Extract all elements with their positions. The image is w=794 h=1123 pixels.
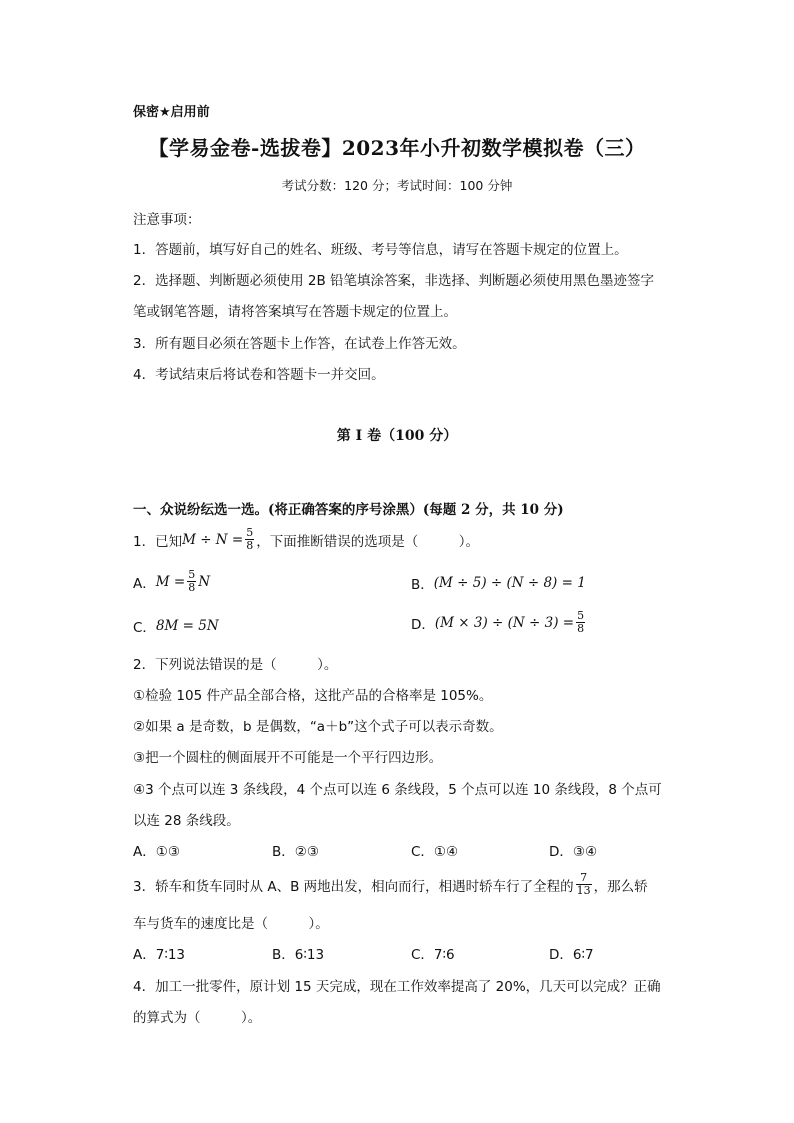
fraction-numerator: 5	[188, 568, 196, 581]
q1-option-b	[411, 573, 586, 593]
option-math: 8M = 5N	[155, 618, 219, 634]
question-2-stem: 2．下列说法错误的是（ ）。	[133, 657, 338, 673]
q1-stem-math: M ÷ N =	[182, 531, 244, 548]
q2-option-d: D．③④	[549, 844, 598, 860]
option-math: (M × 3) ÷ (N ÷ 3) =	[434, 614, 575, 631]
fraction-denominator: 13	[576, 884, 591, 897]
q2-option-a: A．①③	[133, 844, 180, 860]
fraction-numerator: 5	[246, 526, 254, 539]
q1-option-c	[133, 616, 219, 636]
section-heading: 一、众说纷纭选一选。(将正确答案的序号涂黑）(每题 2 分，共 10 分)	[133, 502, 564, 518]
fraction-denominator: 8	[577, 622, 585, 635]
question-4-stem-cont: 的算式为（ ）。	[133, 1010, 262, 1026]
q3-option-a: A．7∶13	[133, 947, 186, 963]
q2-option-c: C．①④	[411, 844, 459, 860]
q1-option-d	[411, 610, 587, 635]
option-label: A．	[133, 575, 156, 592]
option-label: D．	[411, 616, 435, 633]
note-item: 1．答题前，填写好自己的姓名、班级、考号等信息，请写在答题卡规定的位置上。	[133, 242, 628, 258]
note-item: 笔或钢笔答题，请将答案填写在答题卡规定的位置上。	[133, 304, 457, 320]
option-math: N	[198, 573, 210, 590]
exam-info: 考试分数：120 分；考试时间：100 分钟	[281, 178, 513, 193]
note-item: 2．选择题、判断题必须使用 2B 铅笔填涂答案，非选择、判断题必须使用黑色墨迹签字	[133, 273, 655, 289]
note-item: 4．考试结束后将试卷和答题卡一并交回。	[133, 367, 385, 383]
q1-option-a-fraction	[187, 569, 196, 594]
statement-3: ③把一个圆柱的侧面展开不可能是一个平行四边形。	[133, 750, 443, 766]
option-label: B．	[411, 577, 434, 593]
question-3-stem	[133, 872, 648, 897]
question-1-stem	[133, 527, 479, 552]
q3-option-b: B．6∶13	[272, 947, 325, 963]
q1-fraction	[245, 527, 254, 552]
option-math: M =	[155, 573, 186, 590]
q3-stem-text: 3．轿车和货车同时从 A、B 两地出发，相向而行，相遇时轿车行了全程的	[133, 878, 574, 895]
secret-mark: 保密★启用前	[133, 105, 210, 120]
question-4-stem: 4．加工一批零件，原计划 15 天完成，现在工作效率提高了 20%，几天可以完成？正确	[133, 979, 661, 995]
statement-2: ②如果 a 是奇数，b 是偶数，“a＋b”这个式子可以表示奇数。	[133, 719, 503, 735]
q3-option-d: D．6∶7	[549, 947, 594, 963]
fraction-denominator: 8	[188, 581, 196, 594]
option-math: (M ÷ 5) ÷ (N ÷ 8) = 1	[433, 575, 586, 591]
statement-4-cont: 以连 28 条线段。	[133, 813, 240, 829]
q1-option-d-fraction	[576, 610, 585, 635]
q3-option-c: C．7∶6	[411, 947, 455, 963]
note-item: 3．所有题目必须在答题卡上作答，在试卷上作答无效。	[133, 336, 466, 352]
q1-stem-suffix: ，下面推断错误的选项是（ ）。	[256, 533, 479, 550]
q1-option-a	[133, 569, 210, 594]
statement-1: ①检验 105 件产品全部合格，这批产品的合格率是 105%。	[133, 688, 493, 704]
q1-stem-prefix: 1．已知	[133, 533, 183, 550]
statement-4: ④3 个点可以连 3 条线段，4 个点可以连 6 条线段，5 个点可以连 10 条线段，8 个点可	[133, 782, 662, 798]
fraction-numerator: 5	[577, 609, 585, 622]
notes-heading: 注意事项：	[133, 212, 201, 228]
q3-stem-suffix: ，那么轿	[593, 878, 648, 895]
fraction-numerator: 7	[580, 871, 588, 884]
q3-fraction	[576, 872, 592, 897]
q2-option-b: B．②③	[272, 844, 319, 860]
option-label: C．	[133, 620, 156, 636]
part-title: 第 I 卷（100 分）	[336, 428, 458, 444]
exam-title: 【学易金卷-选拔卷】2023年小升初数学模拟卷（三）	[148, 136, 646, 160]
question-3-stem-cont: 车与货车的速度比是（ ）。	[133, 916, 329, 932]
fraction-denominator: 8	[246, 539, 254, 552]
